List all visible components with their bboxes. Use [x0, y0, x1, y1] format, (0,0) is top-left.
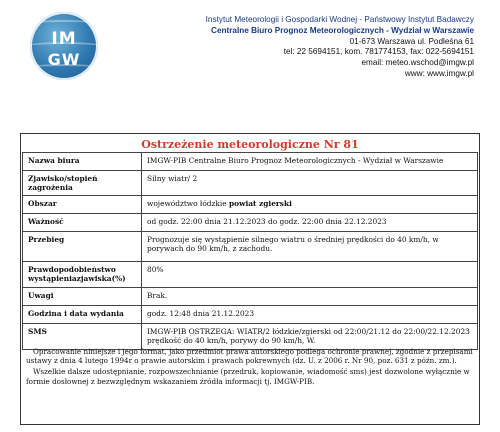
area-county: powiat zgierski: [228, 199, 292, 208]
institute-name: Instytut Meteorologii i Gospodarki Wodnej - Państwowy Instytut Badawczy: [205, 15, 474, 24]
logo-text-top: IM: [51, 29, 77, 49]
table-row: [23, 153, 478, 171]
table-row: [23, 171, 478, 196]
row-label: Obszar: [23, 196, 142, 214]
warning-title: Ostrzeżenie meteorologiczne Nr 81: [141, 138, 359, 151]
address: 01-673 Warszawa ul. Podleśna 61: [349, 36, 474, 46]
row-label: Prawdopodobieństwo wystąpieniazjawiska(%): [23, 262, 142, 288]
table-row: [23, 306, 478, 324]
imgw-logo: [30, 12, 98, 80]
institution-header: [144, 15, 474, 80]
row-label: Godzina i data wydania: [23, 306, 142, 324]
row-value: Brak.: [142, 288, 478, 306]
row-value: IMGW-PIB Centralne Biuro Prognoz Meteorologicznych - Wydział w Warszawie: [142, 153, 478, 171]
email-address[interactable]: email: meteo.wschod@imgw.pl: [361, 58, 474, 68]
row-label: SMS: [23, 324, 142, 350]
table-row: [23, 232, 478, 262]
row-value: 80%: [142, 262, 478, 288]
warning-table: [22, 152, 478, 350]
row-value: [142, 196, 478, 214]
redistribution-paragraph: Wszelkie dalsze udostępnianie, rozpowszechnianie (przedruk, kopiowanie, wiadomość sms) jest dozwolone wyłącznie w formie dosłownej z bezwzględnym wskazaniem źródła informacji tj. IMGW-PIB.: [26, 367, 470, 386]
row-label: Nazwa biura: [23, 153, 142, 171]
row-value: IMGW-PIB OSTRZEGA: WIATR/2 łódzkie/zgierski od 22:00/21.12 do 22:00/22.12.2023 prędkość do 40 km/h, porywy do 90 km/h, W.: [142, 324, 478, 350]
table-row: [23, 288, 478, 306]
row-value: godz. 12:48 dnia 21.12.2023: [142, 306, 478, 324]
row-label: Uwagi: [23, 288, 142, 306]
forecast-center-name: Centralne Biuro Prognoz Meteorologicznych - Wydział w Warszawie: [211, 25, 474, 35]
row-value: Silny wiatr/ 2: [142, 171, 478, 196]
website-address[interactable]: www: www.imgw.pl: [404, 68, 474, 78]
row-value: od godz. 22:00 dnia 21.12.2023 do godz. 22:00 dnia 22.12.2023: [142, 214, 478, 232]
copyright-paragraph: Opracowanie niniejsze i jego format, jako przedmiot prawa autorskiego podlega ochronie prawnej, zgodnie z przepisami ustawy z dnia 4 lutego 1994r o prawie autorskim i prawach pokrewnych (dz. U. z 2006 r. Nr 90, poz. 631 z późn. zm.).: [26, 347, 473, 366]
row-label: Ważność: [23, 214, 142, 232]
row-value: Prognozuje się wystąpienie silnego wiatru o średniej prędkości do 40 km/h, w porywach do 90 km/h, z zachodu.: [142, 232, 478, 262]
table-row: [23, 262, 478, 288]
logo-text-bottom: GW: [47, 50, 81, 69]
table-row: [23, 324, 478, 350]
phone-numbers: tel: 22 5694151, kom. 781774153, fax: 022-5694151: [283, 47, 474, 57]
row-label: Przebieg: [23, 232, 142, 262]
table-row: [23, 196, 478, 214]
row-label: Zjawisko/stopień zagrożenia: [23, 171, 142, 196]
area-province: województwo łódzkie: [147, 199, 229, 208]
copyright-notice: [26, 347, 474, 388]
table-row: [23, 214, 478, 232]
